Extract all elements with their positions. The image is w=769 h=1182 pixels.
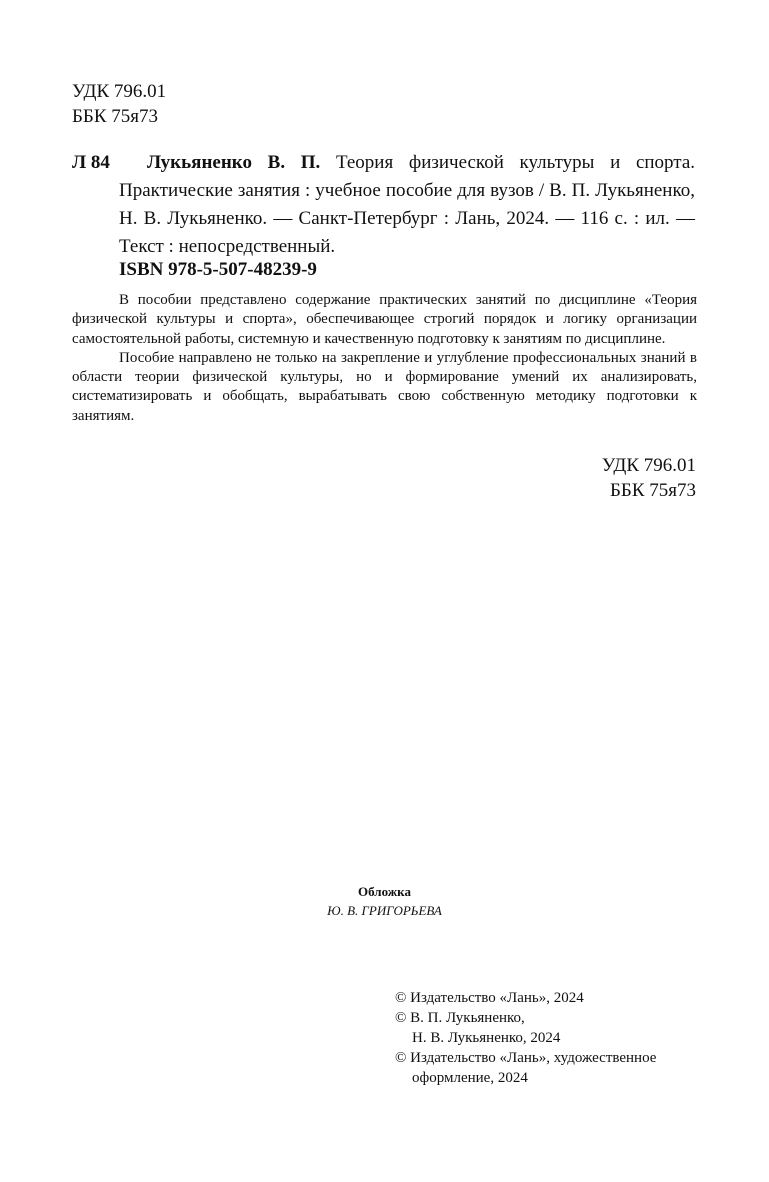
copyright-line: © В. П. Лукьяненко, [395, 1010, 525, 1026]
citation-text: Теория физической культуры и спорта. Практические занятия : учебное пособие для вузов / В. П. Лукьяненко, Н. В. Лукьяненко. — Санкт-Петербург : Лань, 2024. — 116 с. : ил. — Текст : непосредственный. [119, 152, 696, 257]
cover-label: Обложка [358, 884, 411, 899]
udk-code-top: УДК 796.01 [72, 81, 167, 102]
cover-credit [0, 882, 769, 920]
author-cipher: Л 84 [72, 152, 110, 173]
abstract-paragraph: В пособии представлено содержание практических занятий по дисциплине «Теория физической культуры и спорта», обеспечивающее строгий порядок и логику организации самостоятельной работы, системную и качественную подготовку к занятиям по дисциплине. [72, 292, 697, 347]
top-classification-codes [72, 79, 166, 129]
cover-designer: Ю. В. ГРИГОРЬЕВА [327, 903, 442, 918]
copyright-line: © Издательство «Лань», 2024 [395, 990, 584, 1006]
copyright-line: оформление, 2024 [412, 1070, 528, 1086]
bibliographic-description [119, 149, 695, 261]
isbn: ISBN 978-5-507-48239-9 [119, 259, 317, 280]
bbk-code-bottom: ББК 75я73 [610, 480, 696, 501]
copyright-line: Н. В. Лукьяненко, 2024 [412, 1030, 561, 1046]
citation-author: Лукьяненко В. П. [147, 152, 321, 173]
bbk-code-top: ББК 75я73 [72, 106, 158, 127]
copyright-block [395, 988, 656, 1088]
abstract-paragraph: Пособие направлено не только на закрепление и углубление профессиональных знаний в области теории физической культуры, но и формирование умений их анализировать, систематизировать и обобщать, вырабатывать свою собственную методику подготовки к занятиям. [72, 349, 697, 424]
abstract [72, 291, 697, 426]
bottom-classification-codes [602, 453, 696, 503]
udk-code-bottom: УДК 796.01 [601, 455, 696, 476]
copyright-line: © Издательство «Лань», художественное [395, 1050, 657, 1066]
